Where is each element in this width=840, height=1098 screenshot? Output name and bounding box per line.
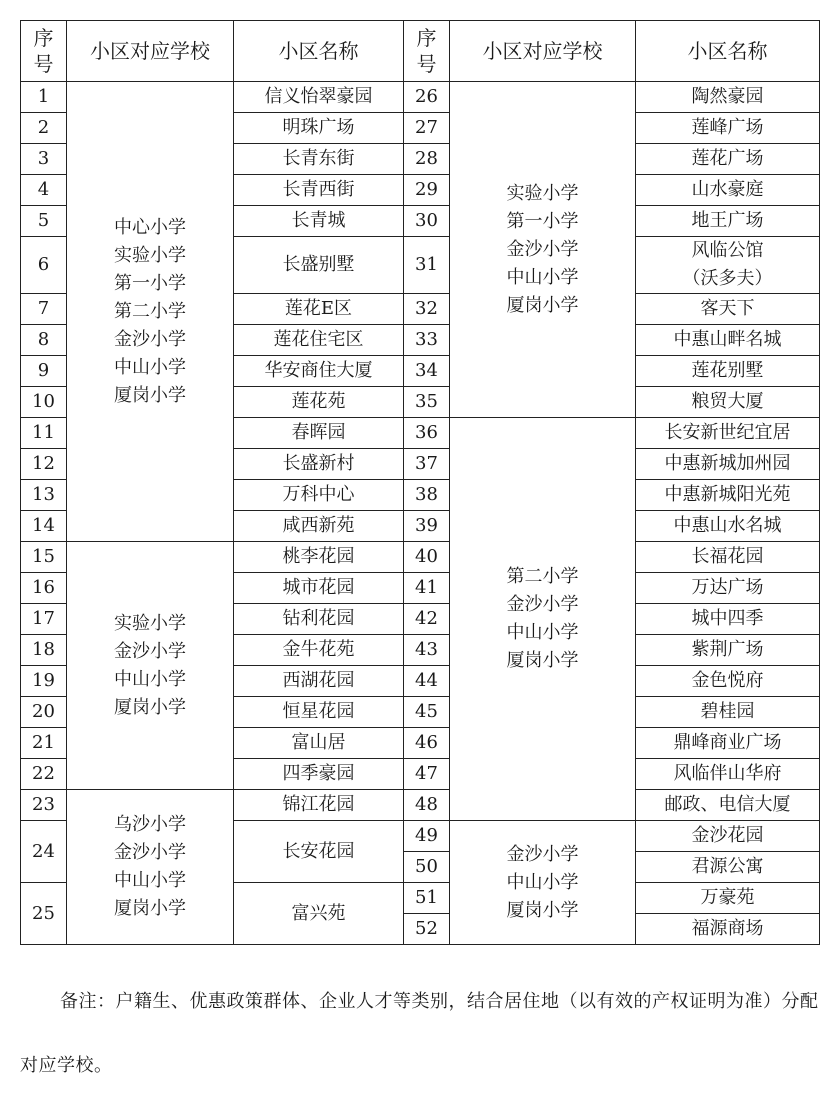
row-number: 13	[21, 480, 67, 511]
school-allocation-table	[20, 20, 820, 945]
community-name	[636, 294, 820, 325]
row-number: 10	[21, 387, 67, 418]
community-name: 万科中心	[234, 480, 404, 511]
row-number: 9	[21, 356, 67, 387]
row-number: 12	[21, 449, 67, 480]
row-number: 16	[21, 573, 67, 604]
row-number: 47	[404, 759, 450, 790]
community-name-line: 紫荆广场	[691, 639, 764, 660]
row-number: 25	[21, 883, 67, 945]
community-name-line: 碧桂园	[700, 701, 755, 722]
table-row	[21, 790, 820, 821]
school-group	[67, 790, 234, 945]
school-name: 实验小学	[506, 182, 579, 204]
community-name: 长青西街	[234, 175, 404, 206]
row-number: 41	[404, 573, 450, 604]
header-row	[21, 21, 820, 82]
community-name	[636, 821, 820, 852]
row-number: 37	[404, 449, 450, 480]
row-number: 51	[404, 883, 450, 914]
row-number: 23	[21, 790, 67, 821]
row-number: 31	[404, 237, 450, 294]
community-name-line: 风临伴山华府	[673, 763, 782, 784]
community-name-line: 中惠山水名城	[673, 515, 782, 536]
school-name: 金沙小学	[506, 238, 579, 260]
community-name: 西湖花园	[234, 666, 404, 697]
community-name	[636, 697, 820, 728]
row-number: 8	[21, 325, 67, 356]
row-number: 27	[404, 113, 450, 144]
row-number: 34	[404, 356, 450, 387]
community-name	[636, 759, 820, 790]
community-name: 长安花园	[234, 821, 404, 883]
row-number: 45	[404, 697, 450, 728]
community-name: 钻利花园	[234, 604, 404, 635]
row-number: 40	[404, 542, 450, 573]
community-name: 锦江花园	[234, 790, 404, 821]
row-number: 15	[21, 542, 67, 573]
community-name	[636, 852, 820, 883]
community-name	[636, 418, 820, 449]
community-name-line: 山水豪庭	[691, 179, 764, 200]
school-name: 厦岗小学	[114, 696, 186, 718]
row-number: 30	[404, 206, 450, 237]
school-name: 厦岗小学	[506, 650, 579, 671]
school-name: 中山小学	[114, 870, 186, 891]
header-community: 小区名称	[636, 21, 820, 82]
row-number: 43	[404, 635, 450, 666]
community-name-line: 中惠新城阳光苑	[664, 484, 791, 505]
community-name: 长盛新村	[234, 449, 404, 480]
school-name: 中山小学	[114, 356, 186, 378]
community-name: 信义怡翠豪园	[234, 82, 404, 113]
row-number: 5	[21, 206, 67, 237]
community-name-line: 鼎峰商业广场	[673, 732, 782, 753]
school-group	[67, 82, 234, 542]
row-number: 28	[404, 144, 450, 175]
community-name	[636, 387, 820, 418]
school-name: 实验小学	[114, 612, 186, 634]
community-name-line: 长福花园	[691, 546, 764, 567]
community-name-line: 长安新世纪宜居	[664, 422, 791, 443]
row-number: 18	[21, 635, 67, 666]
row-number: 1	[21, 82, 67, 113]
community-name: 咸西新苑	[234, 511, 404, 542]
row-number: 38	[404, 480, 450, 511]
community-name: 莲花苑	[234, 387, 404, 418]
community-name-line: 福源商场	[691, 918, 764, 939]
row-number: 4	[21, 175, 67, 206]
school-name: 厦岗小学	[506, 899, 579, 921]
row-number: 7	[21, 294, 67, 325]
community-name	[636, 206, 820, 237]
row-number: 19	[21, 666, 67, 697]
community-name-line: 万达广场	[691, 577, 764, 598]
community-name: 富兴苑	[234, 883, 404, 945]
community-name	[636, 356, 820, 387]
school-name: 金沙小学	[506, 843, 579, 865]
row-number: 14	[21, 511, 67, 542]
community-name-line: 地王广场	[691, 210, 764, 231]
school-name: 金沙小学	[506, 594, 579, 615]
community-name	[636, 449, 820, 480]
row-number: 29	[404, 175, 450, 206]
community-name	[636, 480, 820, 511]
row-number: 33	[404, 325, 450, 356]
community-name	[636, 113, 820, 144]
community-name-line: （沃多夫）	[682, 268, 773, 289]
row-number: 2	[21, 113, 67, 144]
community-name: 明珠广场	[234, 113, 404, 144]
community-name-line: 中惠山畔名城	[673, 329, 782, 350]
row-number: 42	[404, 604, 450, 635]
row-number: 35	[404, 387, 450, 418]
school-name: 中山小学	[506, 266, 579, 288]
footnote: 备注：户籍生、优惠政策群体、企业人才等类别，结合居住地（以有效的产权证明为准）分配对应学校。	[20, 991, 819, 1076]
community-name-line: 风临公馆	[691, 240, 764, 261]
community-name	[636, 325, 820, 356]
header-community: 小区名称	[234, 21, 404, 82]
community-name-line: 莲峰广场	[691, 117, 764, 138]
table-row	[21, 542, 820, 573]
community-name	[636, 604, 820, 635]
community-name: 长青东街	[234, 144, 404, 175]
community-name	[636, 542, 820, 573]
header-index	[404, 21, 450, 82]
school-name: 中山小学	[506, 871, 579, 893]
community-name: 春晖园	[234, 418, 404, 449]
community-name	[636, 511, 820, 542]
school-name: 中山小学	[114, 668, 186, 690]
community-name	[636, 635, 820, 666]
row-number: 21	[21, 728, 67, 759]
community-name-line: 邮政、电信大厦	[664, 794, 791, 815]
community-name	[636, 883, 820, 914]
school-name: 第二小学	[506, 566, 579, 587]
community-name	[636, 790, 820, 821]
school-name: 乌沙小学	[114, 814, 186, 835]
school-name: 第一小学	[114, 272, 186, 294]
community-name	[636, 144, 820, 175]
row-number: 20	[21, 697, 67, 728]
row-number: 32	[404, 294, 450, 325]
school-name: 金沙小学	[114, 328, 186, 350]
community-name: 长盛别墅	[234, 237, 404, 294]
school-name: 实验小学	[114, 244, 186, 266]
school-name: 第二小学	[114, 300, 186, 322]
community-name-line: 陶然豪园	[691, 86, 764, 107]
community-name: 莲花住宅区	[234, 325, 404, 356]
community-name-line: 中惠新城加州园	[664, 453, 791, 474]
community-name: 城市花园	[234, 573, 404, 604]
school-group	[67, 542, 234, 790]
school-group	[450, 418, 636, 821]
row-number: 17	[21, 604, 67, 635]
row-number: 39	[404, 511, 450, 542]
community-name: 金牛花苑	[234, 635, 404, 666]
community-name-line: 金沙花园	[691, 825, 764, 846]
community-name	[636, 914, 820, 945]
community-name: 长青城	[234, 206, 404, 237]
row-number: 36	[404, 418, 450, 449]
row-number: 48	[404, 790, 450, 821]
school-name: 金沙小学	[114, 640, 186, 662]
row-number: 44	[404, 666, 450, 697]
community-name: 桃李花园	[234, 542, 404, 573]
row-number: 26	[404, 82, 450, 113]
community-name	[636, 666, 820, 697]
community-name-line: 客天下	[700, 298, 755, 319]
table-row	[21, 82, 820, 113]
header-school: 小区对应学校	[67, 21, 234, 82]
row-number: 46	[404, 728, 450, 759]
community-name: 四季豪园	[234, 759, 404, 790]
community-name: 华安商住大厦	[234, 356, 404, 387]
header-index-char: 号	[33, 52, 54, 76]
community-name	[636, 573, 820, 604]
community-name	[636, 175, 820, 206]
community-name: 莲花E区	[234, 294, 404, 325]
header-index-char: 号	[416, 52, 437, 76]
school-group	[450, 82, 636, 418]
row-number: 24	[21, 821, 67, 883]
community-name-line: 粮贸大厦	[691, 391, 764, 412]
row-number: 49	[404, 821, 450, 852]
row-number: 3	[21, 144, 67, 175]
community-name-line: 莲花广场	[691, 148, 764, 169]
header-school: 小区对应学校	[450, 21, 636, 82]
row-number: 6	[21, 237, 67, 294]
school-name: 中山小学	[506, 622, 579, 643]
community-name-line: 君源公寓	[691, 856, 764, 877]
community-name-line: 金色悦府	[691, 670, 764, 691]
community-name	[636, 237, 820, 294]
school-name: 金沙小学	[114, 842, 186, 863]
school-name: 厦岗小学	[114, 898, 186, 919]
community-name: 富山居	[234, 728, 404, 759]
row-number: 50	[404, 852, 450, 883]
row-number: 11	[21, 418, 67, 449]
row-number: 52	[404, 914, 450, 945]
header-index-char: 序	[33, 26, 54, 50]
header-index-char: 序	[416, 26, 437, 50]
community-name: 恒星花园	[234, 697, 404, 728]
community-name-line: 万豪苑	[700, 887, 755, 908]
community-name-line: 城中四季	[691, 608, 764, 629]
school-group	[450, 821, 636, 945]
community-name	[636, 82, 820, 113]
row-number: 22	[21, 759, 67, 790]
school-name: 厦岗小学	[506, 294, 579, 316]
school-name: 厦岗小学	[114, 384, 186, 406]
school-name: 中心小学	[114, 216, 186, 238]
school-name: 第一小学	[506, 210, 579, 232]
community-name	[636, 728, 820, 759]
community-name-line: 莲花别墅	[691, 360, 764, 381]
header-index	[21, 21, 67, 82]
